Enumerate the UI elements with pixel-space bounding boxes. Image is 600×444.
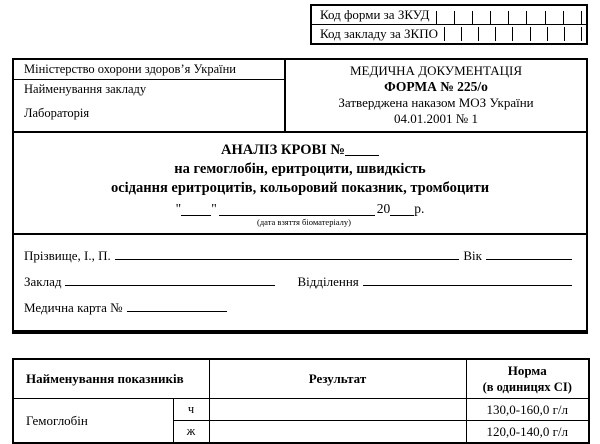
code-cell[interactable] [478, 27, 495, 41]
code-cell[interactable] [545, 11, 563, 24]
indicator-sex-male: ч [173, 399, 209, 421]
code-cell[interactable] [547, 27, 564, 41]
form-frame [12, 58, 588, 334]
patient-institution-row [24, 273, 576, 290]
table-row [13, 399, 589, 421]
results-table [12, 358, 590, 444]
code-cell[interactable] [512, 27, 529, 41]
header-right-column [286, 60, 586, 131]
code-cell[interactable] [508, 11, 526, 24]
column-header-norm [466, 359, 589, 399]
code-cell[interactable] [563, 11, 582, 24]
date-year-prefix: 20 [376, 201, 391, 216]
column-header-norm-units: (в одиницях СІ) [482, 380, 572, 394]
patient-department-input[interactable] [363, 273, 572, 286]
code-row-institution [312, 24, 586, 43]
patient-department-label: Відділення [297, 274, 359, 289]
patient-name-label: Прізвище, І., П. [24, 248, 111, 263]
results-table-header-row [13, 359, 589, 399]
norm-hemoglobin-female: 120,0-140,0 г/л [466, 421, 589, 444]
code-box [310, 4, 588, 45]
header-left-column [14, 60, 286, 131]
date-quote-open: " [175, 201, 182, 216]
date-year-suffix: р. [414, 201, 425, 216]
approved-by-label: Затверджена наказом МОЗ України [338, 95, 534, 110]
code-cell[interactable] [472, 11, 490, 24]
patient-institution-input[interactable] [65, 273, 275, 286]
code-cells-institution[interactable] [444, 25, 586, 43]
column-header-norm-title: Норма [507, 363, 547, 378]
results-table-wrapper [12, 358, 588, 444]
medical-card-input[interactable] [127, 299, 227, 312]
code-cell[interactable] [444, 27, 461, 41]
doc-type-label: МЕДИЧНА ДОКУМЕНТАЦІЯ [349, 63, 523, 78]
patient-age-label: Вік [463, 248, 482, 263]
analysis-subtitle-line-1: на гемоглобін, еритроцити, швидкість [174, 161, 426, 177]
date-caption: (дата взяття біоматеріалу) [257, 217, 351, 227]
laboratory-label: Лабораторія [24, 106, 90, 120]
date-year-blank[interactable] [390, 215, 414, 216]
code-cell[interactable] [526, 11, 544, 24]
code-cell[interactable] [436, 11, 454, 24]
institution-name-label: Найменування закладу [24, 82, 147, 96]
code-cell[interactable] [490, 11, 508, 24]
patient-institution-label: Заклад [24, 274, 62, 289]
column-header-result: Результат [209, 359, 466, 399]
patient-name-row [24, 247, 576, 264]
norm-hemoglobin-male: 130,0-160,0 г/л [466, 399, 589, 421]
column-header-indicator-name: Найменування показників [13, 359, 209, 399]
code-label-institution: Код закладу за ЗКПО [320, 26, 438, 41]
analysis-number-blank[interactable] [345, 155, 379, 156]
code-cell[interactable] [530, 27, 547, 41]
result-input-hemoglobin-female[interactable] [209, 421, 466, 444]
patient-age-input[interactable] [486, 247, 572, 260]
code-cell[interactable] [495, 27, 512, 41]
code-row-form [312, 6, 586, 24]
result-input-hemoglobin-male[interactable] [209, 399, 466, 421]
patient-info-block [14, 235, 586, 332]
analysis-title-prefix: АНАЛІЗ КРОВІ № [220, 142, 346, 158]
form-number-label: ФОРМА № 225/о [384, 79, 488, 94]
patient-name-input[interactable] [115, 247, 460, 260]
date-month-blank[interactable] [219, 215, 375, 216]
ministry-label: Міністерство охорони здоров’я України [14, 60, 284, 80]
medical-card-label: Медична карта № [24, 300, 123, 315]
indicator-sex-female: ж [173, 421, 209, 444]
patient-card-row [24, 299, 576, 316]
date-quote-close: " [211, 201, 217, 216]
code-cell[interactable] [461, 27, 478, 41]
title-block [14, 133, 586, 235]
analysis-title-line [14, 141, 586, 160]
code-label-form: Код форми за ЗКУД [320, 7, 430, 22]
date-line [14, 201, 586, 217]
code-cell[interactable] [564, 27, 582, 41]
code-cells-form[interactable] [436, 6, 586, 24]
date-day-blank[interactable] [181, 215, 211, 216]
analysis-subtitle-line-2: осідання еритроцитів, кольоровий показник, тромбоцити [110, 180, 490, 196]
indicator-name-hemoglobin: Гемоглобін [13, 399, 173, 444]
approved-date-label: 04.01.2001 № 1 [394, 111, 478, 126]
form-header [14, 60, 586, 133]
code-cell[interactable] [454, 11, 472, 24]
